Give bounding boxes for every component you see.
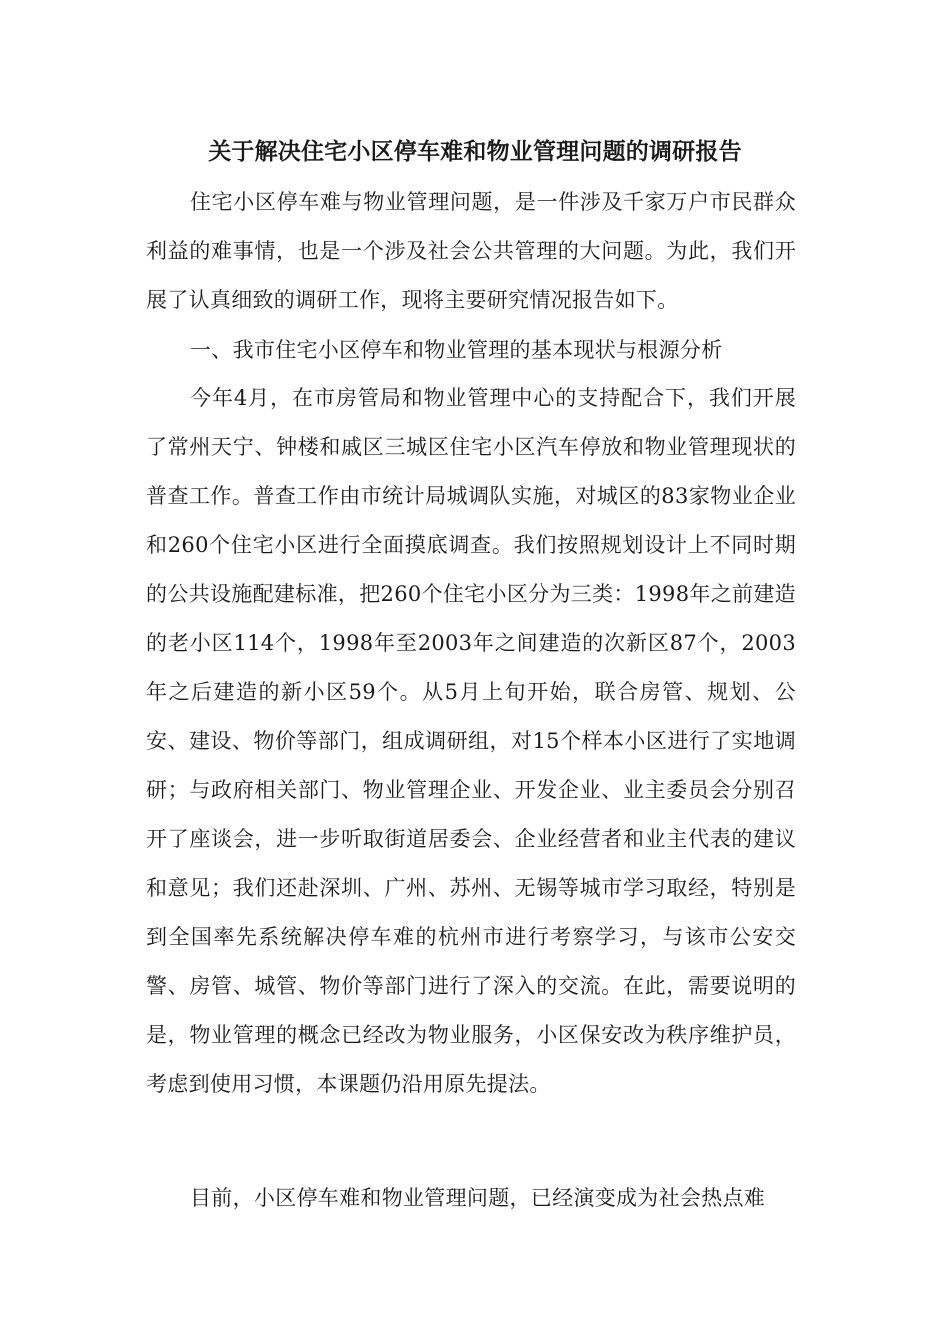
paragraph-intro: 住宅小区停车难与物业管理问题，是一件涉及千家万户市民群众利益的难事情，也是一个涉及社会公共管理的大问题。为此，我们开展了认真细致的调研工作，现将主要研究情况报告如下。: [146, 190, 796, 312]
section-heading: 一、我市住宅小区停车和物业管理的基本现状与根源分析: [190, 338, 723, 362]
paragraph-current: 目前，小区停车难和物业管理问题，已经演变成为社会热点难: [190, 1186, 766, 1210]
document-title: 关于解决住宅小区停车难和物业管理问题的调研报告: [208, 138, 742, 165]
paragraph-survey: 今年4月，在市房管局和物业管理中心的支持配合下，我们开展了常州天宁、钟楼和戚区三城区住宅小区汽车停放和物业管理现状的普查工作。普查工作由市统计局城调队实施，对城区的83家物业企业和260个住宅小区进行全面摸底调查。我们按照规划设计上不同时期的公共设施配建标准，把260个住宅小区分为三类：1998年之前建造的老小区114个，1998年至2003年之间建造的次新区87个，2003年之后建造的新小区59个。从5月上旬开始，联合房管、规划、公安、建设、物价等部门，组成调研组，对15个样本小区进行了实地调研；与政府相关部门、物业管理企业、开发企业、业主委员会分别召开了座谈会，进一步听取街道居委会、企业经营者和业主代表的建议和意见；我们还赴深圳、广州、苏州、无锡等城市学习取经，特别是到全国率先系统解决停车难的杭州市进行考察学习，与该市公安交警、房管、城管、物价等部门进行了深入的交流。在此，需要说明的是，物业管理的概念已经改为物业服务，小区保安改为秩序维护员，考虑到使用习惯，本课题仍沿用原先提法。: [146, 386, 796, 1096]
